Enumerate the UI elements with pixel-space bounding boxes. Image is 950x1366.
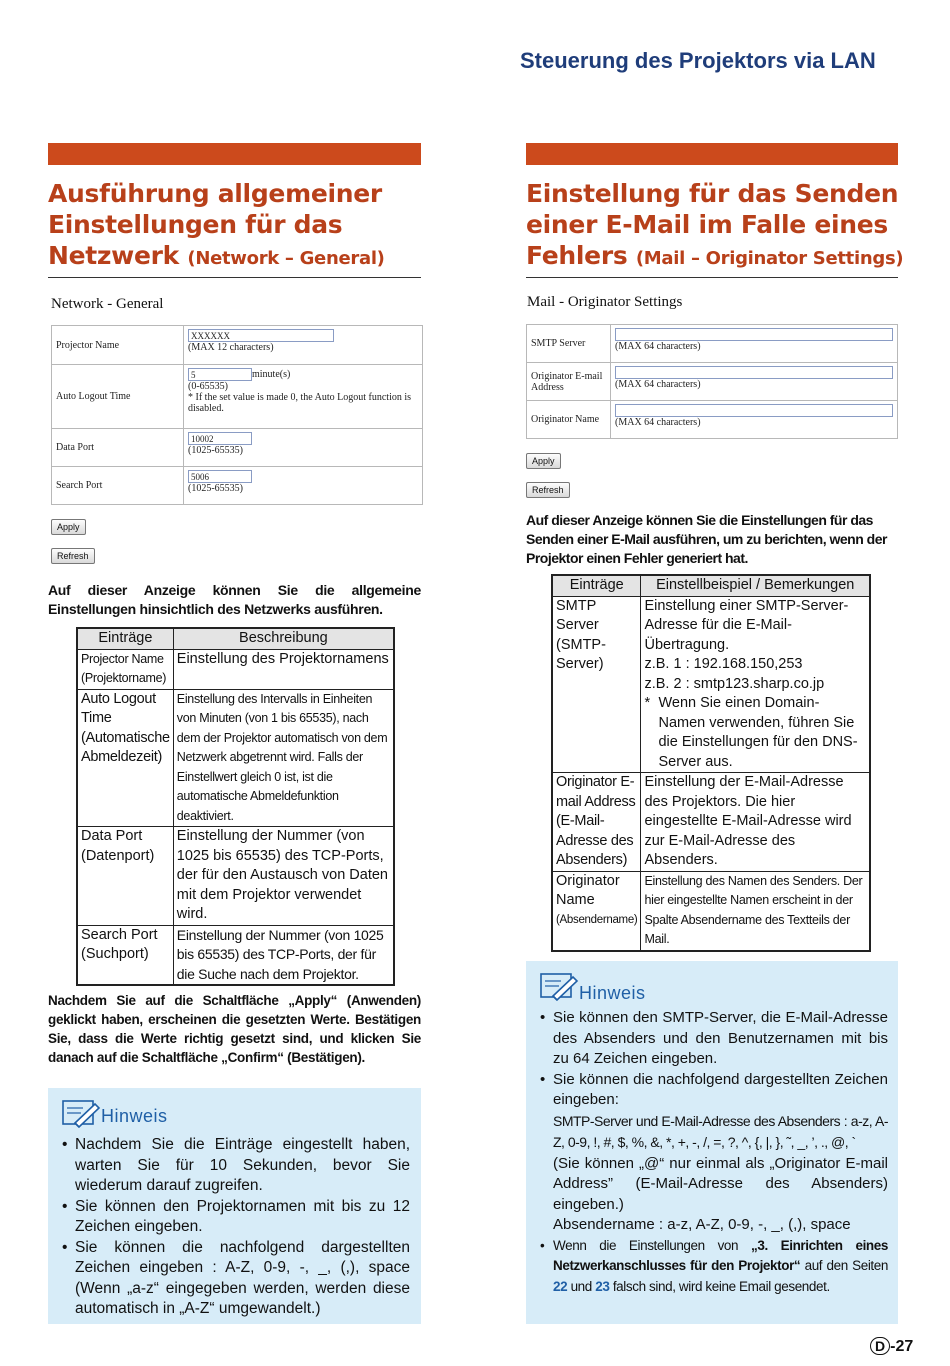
table-desc-text: Einstellung einer SMTP-Server-Adresse für die E-Mail-Übertragung.	[644, 597, 849, 653]
form-cell-originator-email	[611, 363, 898, 401]
list-item	[540, 1070, 888, 1236]
list-item: • Sie können die nachfolgend dargestellten Zeichen eingeben : A-Z, 0-9, -, _, (,), space (Wenn „a-z“ eingegeben werden, werden diese automatisch in „A-Z“ umgewandelt.)	[62, 1238, 410, 1320]
note-title: Hinweis	[101, 1106, 168, 1126]
list-item: • Sie können den SMTP-Server, die E-Mail-Adresse des Absenders und den Benutzernamen mit bis zu 64 Zeichen eingeben.	[540, 1008, 888, 1070]
apply-button[interactable]: Apply	[526, 453, 561, 469]
list-item	[540, 1236, 888, 1298]
table-row	[552, 596, 870, 773]
form-label-originator-email: Originator E-mail Address	[527, 363, 611, 401]
note-list-right	[540, 1008, 888, 1297]
form-note: (MAX 12 characters)	[188, 342, 274, 353]
data-port-input[interactable]: 10002	[188, 432, 252, 445]
page-number	[870, 1337, 913, 1356]
note-text: Wenn die Einstellungen von	[553, 1237, 751, 1253]
section-heading-right-main: Einstellung für das Senden einer E-Mail im Falle eines Fehlers	[526, 179, 899, 270]
originator-email-input[interactable]	[615, 366, 893, 379]
table-cell-entry: Originator E-mail Address (E-Mail-Adresse des Absenders)	[552, 773, 641, 872]
note-text-bold: „3. Einrichten eines Netzwerkanschlusses für den Projektor“	[553, 1237, 888, 1273]
heading-rule-left	[48, 277, 421, 278]
screenshot-title-left: Network - General	[51, 296, 164, 312]
note-title: Hinweis	[579, 983, 646, 1003]
table-star-text: Wenn Sie einen Domain-Namen verwenden, führen Sie die Einstellungen für den DNS-Server aus.	[658, 695, 858, 770]
table-cell-entry: SMTP Server (SMTP-Server)	[552, 596, 641, 773]
table-cell-desc	[641, 596, 870, 773]
form-note: (MAX 64 characters)	[615, 417, 701, 428]
note-text: SMTP-Server und E-Mail-Adresse des Absenders : a-z, A-Z, 0-9, !, #, $, %, &, *, +, -, /, =, ?, ^, {, |, }, ˜, _, ’, ., @, `	[553, 1112, 888, 1150]
form-note: (MAX 64 characters)	[615, 379, 701, 390]
note-text: falsch sind, wird keine Email gesendet.	[609, 1278, 830, 1294]
note-text: (Sie können „@“ nur einmal als „Originator E-mail Address” (E-Mail-Adresse des Absenders) eingeben.)	[553, 1154, 888, 1213]
table-example: z.B. 2 : smtp123.sharp.co.jp	[644, 675, 825, 692]
page-link-23[interactable]: 23	[595, 1278, 610, 1294]
section-heading-left-main: Ausführung allgemeiner Einstellungen für das Netzwerk	[48, 179, 382, 270]
note-text: auf den Seiten	[800, 1258, 888, 1273]
table-cell-desc: Einstellung des Projektornamens	[173, 649, 394, 689]
table-cell-desc: Einstellung der Nummer (von 1025 bis 65535) des TCP-Ports, der für die Suche nach dem Projektor.	[173, 925, 394, 985]
auto-logout-input[interactable]: 5	[188, 368, 252, 381]
table-row	[552, 773, 870, 872]
smtp-server-input[interactable]	[615, 328, 893, 341]
table-row	[77, 689, 394, 827]
form-cell-search-port	[184, 467, 423, 505]
note-text: Sie können die nachfolgend dargestellten Zeichen eingeben:	[553, 1070, 888, 1108]
note-text: Absendername : a-z, A-Z, 0-9, -, _, (,), space	[553, 1216, 851, 1233]
form-cell-smtp-server	[611, 325, 898, 363]
form-label-search-port: Search Port	[52, 467, 184, 505]
asterisk: *	[644, 695, 651, 711]
table-cell-desc: Einstellung der Nummer (von 1025 bis 65535) des TCP-Ports, der für den Austausch von Daten mit dem Projektor verwendet wird.	[173, 827, 394, 926]
form-cell-projector-name	[184, 326, 423, 365]
mail-originator-form	[526, 324, 898, 439]
form-note: (0-65535)	[188, 381, 228, 392]
form-label-smtp-server: SMTP Server	[527, 325, 611, 363]
table-cell-entry: Search Port (Suchport)	[77, 925, 173, 985]
table-cell-desc: Einstellung des Namen des Senders. Der hier eingestellte Namen erscheint in der Spalte Absendername des Textteils der Mail.	[641, 871, 870, 951]
form-note: (1025-65535)	[188, 445, 243, 456]
form-label-originator-name: Originator Name	[527, 401, 611, 439]
form-label-projector-name: Projector Name	[52, 326, 184, 365]
heading-rule-right	[526, 277, 898, 278]
entries-table-right	[551, 574, 871, 952]
after-apply-text: Nachdem Sie auf die Schaltfläche „Apply“ (Anwenden) geklickt haben, erscheinen die gesetzten Werte. Bestätigen Sie, dass die Werte richtig gesetzt sind, und klicken Sie danach auf die Schaltfläche „Confirm“ (Bestätigen).	[48, 993, 421, 1065]
page-header-title: Steuerung des Projektors via LAN	[520, 48, 876, 73]
note-box-right	[526, 961, 898, 1324]
form-cell-originator-name	[611, 401, 898, 439]
page-number-text: -27	[890, 1338, 914, 1355]
table-entry-sub: (Absendername)	[556, 913, 638, 926]
screenshot-title-right: Mail - Originator Settings	[527, 294, 683, 310]
section-heading-right-sub: (Mail – Originator Settings)	[635, 248, 904, 269]
note-box-left	[48, 1088, 421, 1324]
pencil-note-icon	[539, 971, 579, 1001]
table-row	[77, 925, 394, 985]
list-item: • Nachdem Sie die Einträge eingestellt haben, warten Sie für 10 Sekunden, bevor Sie wiederum darauf zugreifen.	[62, 1135, 410, 1197]
table-cell-entry: Data Port (Datenport)	[77, 827, 173, 926]
pencil-note-icon	[61, 1098, 101, 1128]
apply-button[interactable]: Apply	[51, 519, 86, 535]
form-cell-data-port	[184, 429, 423, 467]
projector-name-input[interactable]: XXXXXX	[188, 329, 334, 342]
list-item: • Sie können den Projektornamen mit bis zu 12 Zeichen eingeben.	[62, 1197, 410, 1238]
refresh-button[interactable]: Refresh	[51, 548, 95, 564]
originator-name-input[interactable]	[615, 404, 893, 417]
table-cell-entry	[552, 871, 641, 951]
page-letter-badge: D	[870, 1337, 890, 1355]
note-list-left	[62, 1135, 410, 1320]
form-note: (1025-65535)	[188, 483, 243, 494]
table-cell-entry: Auto Logout Time (Automatische Abmeldezeit)	[77, 689, 173, 827]
section-heading-left-sub: (Network – General)	[187, 248, 385, 269]
search-port-input[interactable]: 5006	[188, 470, 252, 483]
table-row	[552, 871, 870, 951]
table-cell-desc: Einstellung der E-Mail-Adresse des Projektors. Die hier eingestellte E-Mail-Adresse wird zur E-Mail-Adresse des Absenders.	[641, 773, 870, 872]
intro-text-left: Auf dieser Anzeige können Sie die allgemeine Einstellungen hinsichtlich des Netzwerks ausführen.	[48, 582, 421, 617]
section-heading-left	[48, 178, 428, 274]
table-example: z.B. 1 : 192.168.150,253	[644, 656, 803, 672]
form-cell-auto-logout	[184, 365, 423, 429]
table-cell-entry: Projector Name (Projektorname)	[77, 649, 173, 689]
form-label-auto-logout: Auto Logout Time	[52, 365, 184, 429]
form-label-data-port: Data Port	[52, 429, 184, 467]
table-header: Einträge	[77, 628, 173, 649]
section-bar-left	[48, 143, 421, 165]
form-unit: minute(s)	[252, 368, 291, 380]
table-header: Einstellbeispiel / Bemerkungen	[641, 575, 870, 596]
note-text: und	[567, 1278, 596, 1294]
table-header: Beschreibung	[173, 628, 394, 649]
table-header: Einträge	[552, 575, 641, 596]
table-row	[77, 827, 394, 926]
form-note: * If the set value is made 0, the Auto Logout function is disabled.	[188, 392, 412, 414]
entries-table-left	[76, 627, 395, 986]
table-star-note	[644, 694, 866, 772]
intro-text-right: Auf dieser Anzeige können Sie die Einstellungen für das Senden einer E-Mail ausführen, um zu berichten, wenn der Projektor einen Fehler generiert hat.	[526, 512, 887, 566]
section-heading-right	[526, 178, 906, 274]
table-cell-desc: Einstellung des Intervalls in Einheiten von Minuten (von 1 bis 65535), nach dem der Projektor automatisch von dem Netzwerk abgetrennt wird. Falls der Einstellwert gleich 0 ist, ist die automatische Abmeldefunktion deaktiviert.	[173, 689, 394, 827]
section-bar-right	[526, 143, 898, 165]
table-entry-main: Originator Name	[556, 872, 620, 908]
table-row	[77, 649, 394, 689]
refresh-button[interactable]: Refresh	[526, 482, 570, 498]
page-link-22[interactable]: 22	[553, 1278, 568, 1294]
form-note: (MAX 64 characters)	[615, 341, 701, 352]
network-general-form	[51, 325, 423, 505]
